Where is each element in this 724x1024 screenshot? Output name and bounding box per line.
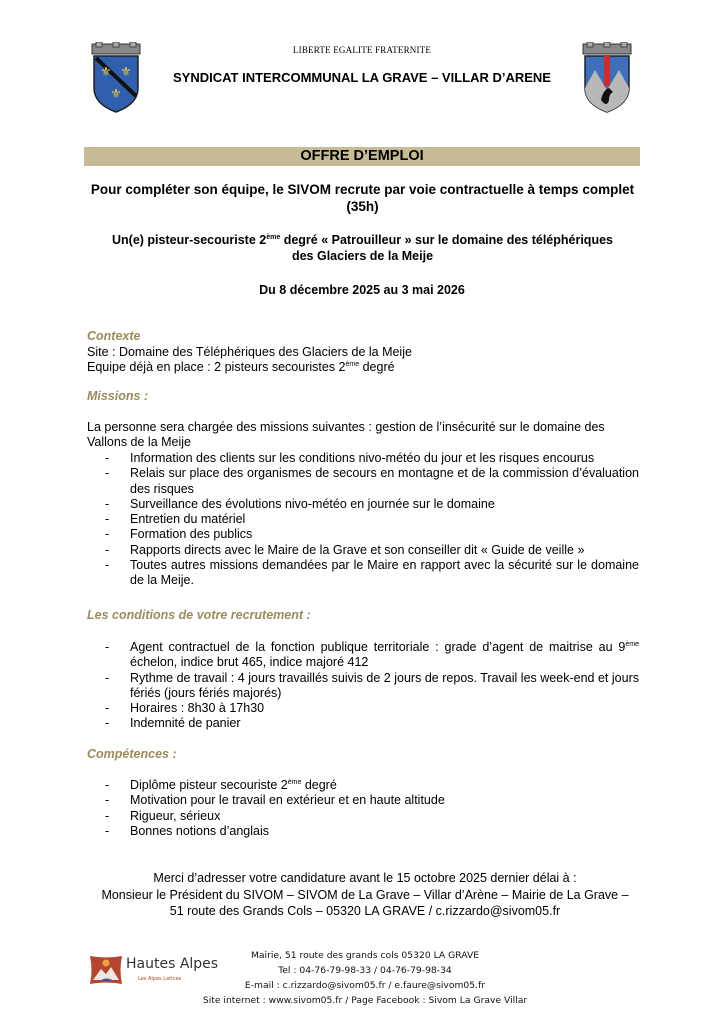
section-title-missions: Missions :: [87, 389, 149, 403]
section-title-conditions: Les conditions de votre recrutement :: [87, 608, 311, 622]
list-item: - Relais sur place des organismes de secours en montagne et de la commission d’évaluation des risques: [87, 466, 639, 497]
closing-block: [95, 870, 635, 920]
footer-web: Site internet : www.sivom05.fr / Page Facebook : Sivom La Grave Villar: [202, 995, 528, 1006]
footer-contact: [175, 948, 555, 1008]
conditions-list: [87, 640, 639, 732]
logo-name: Hautes Alpes: [126, 956, 219, 972]
missions-intro: La personne sera chargée des missions suivantes : gestion de l’insécurité sur le domaine des Vallons de la Meije: [87, 420, 605, 450]
conditions-item0-part2: échelon, indice brut 465, indice majoré 412: [130, 655, 369, 670]
list-item: - Surveillance des évolutions nivo-météo en journée sur le domaine: [87, 497, 639, 512]
svg-text:⚜: ⚜: [120, 64, 132, 79]
section-title-competences: Compétences :: [87, 747, 177, 761]
organization-title: SYNDICAT INTERCOMMUNAL LA GRAVE – VILLAR D’ARENE: [173, 70, 551, 85]
contract-dates: Du 8 décembre 2025 au 3 mai 2026: [259, 283, 465, 297]
list-item: - Bonnes notions d’anglais: [87, 824, 639, 839]
footer-address: Mairie, 51 route des grands cols 05320 LA GRAVE: [250, 950, 480, 961]
post-title-part2: degré « Patrouilleur » sur le domaine des téléphériques des Glaciers de la Meije: [280, 233, 613, 263]
list-item: [87, 778, 639, 793]
contexte-equipe-sup: ème: [345, 361, 360, 368]
competences-item0-part2: degré: [301, 778, 337, 792]
list-item: - Rythme de travail : 4 jours travaillés suivis de 2 jours de repos. Travail les week-end et jours fériés (jours fériés majorés): [87, 671, 639, 702]
competences-item0-part1: Diplôme pisteur secouriste 2: [130, 778, 288, 792]
list-item: [87, 640, 639, 671]
conditions-item0-sup: ème: [625, 641, 639, 648]
post-title-part1: Un(e) pisteur-secouriste 2: [112, 233, 267, 247]
footer-tel: Tel : 04-76-79-98-33 / 04-76-79-98-34: [278, 965, 452, 976]
section-title-contexte: Contexte: [87, 329, 141, 343]
svg-text:⚜: ⚜: [100, 64, 112, 79]
list-item: - Entretien du matériel: [87, 512, 639, 527]
post-title: [110, 232, 615, 264]
list-item: - Motivation pour le travail en extérieur et en haute altitude: [87, 793, 639, 808]
footer-email: E-mail : c.rizzardo@sivom05.fr / e.faure@sivom05.fr: [244, 980, 486, 991]
list-item: - Information des clients sur les conditions nivo-météo du jour et les risques encourus: [87, 451, 639, 466]
missions-list: [87, 451, 639, 589]
competences-list: [87, 778, 639, 839]
closing-line1: Merci d’adresser votre candidature avant le 15 octobre 2025 dernier délai à :: [153, 871, 577, 885]
contexte-equipe-part2: degré: [359, 360, 395, 374]
conditions-item0-part1: Agent contractuel de la fonction publique territoriale : grade d’agent de maitrise au 9: [130, 640, 626, 654]
job-offer-banner: OFFRE D’EMPLOI: [84, 147, 640, 166]
hautes-alpes-emblem-icon: [88, 954, 124, 986]
list-item: - Horaires : 8h30 à 17h30: [87, 701, 639, 716]
contexte-equipe: [87, 360, 642, 375]
contexte-site: Site : Domaine des Téléphériques des Glaciers de la Meije: [87, 345, 412, 359]
logo-tagline: Les Alpes Latines: [138, 976, 182, 982]
intro-text: Pour compléter son équipe, le SIVOM recrute par voie contractuelle à temps complet (35h): [90, 182, 635, 214]
list-item: - Indemnité de panier: [87, 716, 639, 731]
post-title-sup: ème: [266, 234, 281, 241]
list-item: - Toutes autres missions demandées par le Maire en rapport avec la sécurité sur le domaine de la Meije.: [87, 558, 639, 589]
list-item: - Rapports directs avec le Maire de la Grave et son conseiller dit « Guide de veille »: [87, 543, 639, 558]
list-item: - Rigueur, sérieux: [87, 809, 639, 824]
svg-text:⚜: ⚜: [110, 86, 122, 101]
competences-item0-sup: ème: [287, 779, 302, 786]
list-item: - Formation des publics: [87, 527, 639, 542]
closing-line2: Monsieur le Président du SIVOM – SIVOM de La Grave – Villar d’Arène – Mairie de La Grave – 51 route des Grands Cols – 05320 LA GRAVE / c.rizzardo@sivom05.fr: [101, 887, 629, 918]
contexte-equipe-part1: Equipe déjà en place : 2 pisteurs secouristes 2: [87, 360, 346, 374]
national-motto: LIBERTE EGALITE FRATERNITE: [292, 45, 432, 55]
